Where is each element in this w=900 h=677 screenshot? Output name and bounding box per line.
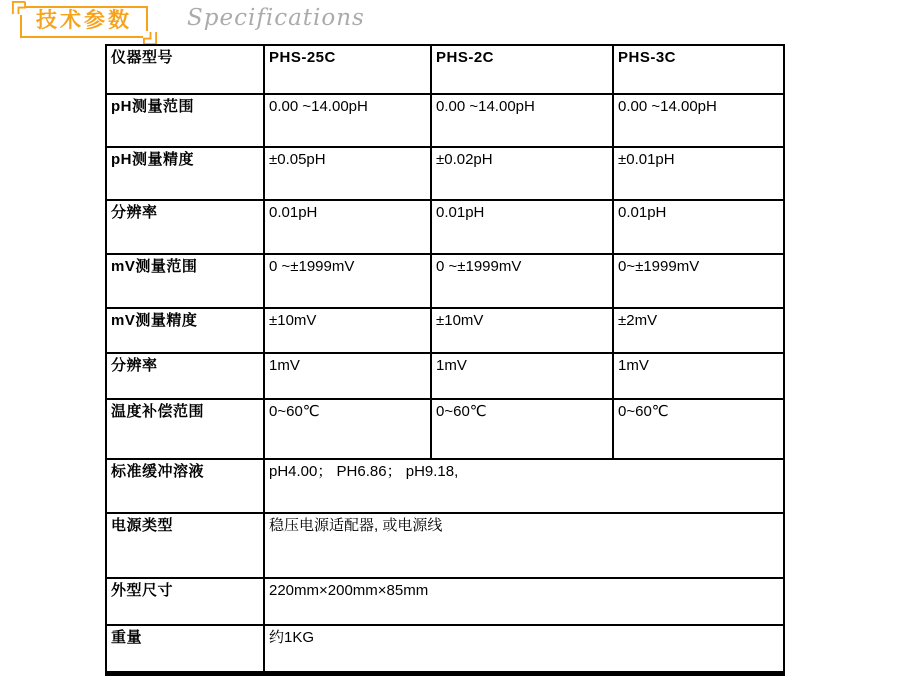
- spec-value: 0~60℃: [613, 399, 784, 459]
- spec-value: 0 ~±1999mV: [431, 254, 613, 308]
- spec-table: [105, 44, 785, 676]
- spec-value: ±10mV: [264, 308, 431, 353]
- table-row-weight: [106, 625, 784, 673]
- section-title-cn: 技术参数: [36, 9, 132, 32]
- spec-value: 0.01pH: [613, 200, 784, 254]
- spec-label: mV测量精度: [106, 308, 264, 353]
- table-row-temp-compensation: [106, 399, 784, 459]
- section-header: [0, 0, 900, 44]
- spec-value: ±0.05pH: [264, 147, 431, 200]
- spec-value: ±2mV: [613, 308, 784, 353]
- spec-label: 分辨率: [106, 353, 264, 399]
- spec-value: ±10mV: [431, 308, 613, 353]
- spec-value: 0.01pH: [431, 200, 613, 254]
- table-row-ph-accuracy: [106, 147, 784, 200]
- spec-value: 0~60℃: [264, 399, 431, 459]
- spec-value: 0 ~±1999mV: [264, 254, 431, 308]
- spec-value: 0.00 ~14.00pH: [431, 94, 613, 147]
- spec-label: mV测量范围: [106, 254, 264, 308]
- spec-value: 1mV: [613, 353, 784, 399]
- table-row-mv-range: [106, 254, 784, 308]
- spec-value: 220mm×200mm×85mm: [264, 578, 784, 625]
- spec-label: 标准缓冲溶液: [106, 459, 264, 513]
- spec-label: 外型尺寸: [106, 578, 264, 625]
- spec-label: pH测量范围: [106, 94, 264, 147]
- spec-value: 1mV: [431, 353, 613, 399]
- spec-value: ±0.02pH: [431, 147, 613, 200]
- section-title-en: Specifications: [187, 5, 365, 31]
- table-row-ph-range: [106, 94, 784, 147]
- spec-value: 0~±1999mV: [613, 254, 784, 308]
- table-row-power-type: [106, 513, 784, 578]
- spec-value: 1mV: [264, 353, 431, 399]
- spec-label: 分辨率: [106, 200, 264, 254]
- spec-value: 0.00 ~14.00pH: [264, 94, 431, 147]
- spec-value: 约1KG: [264, 625, 784, 673]
- table-row-mv-accuracy: [106, 308, 784, 353]
- spec-label: pH测量精度: [106, 147, 264, 200]
- table-row-dimensions: [106, 578, 784, 625]
- spec-label: 温度补偿范围: [106, 399, 264, 459]
- spec-value: ±0.01pH: [613, 147, 784, 200]
- spec-value: 0.00 ~14.00pH: [613, 94, 784, 147]
- spec-value: pH4.00； PH6.86； pH9.18,: [264, 459, 784, 513]
- column-header-label: 仪器型号: [106, 45, 264, 94]
- spec-value: 稳压电源适配器, 或电源线: [264, 513, 784, 578]
- spec-label: 重量: [106, 625, 264, 673]
- table-row-ph-resolution: [106, 200, 784, 254]
- spec-value: 0~60℃: [431, 399, 613, 459]
- fret-ornament-top-left-icon: [11, 0, 26, 15]
- spec-label: 电源类型: [106, 513, 264, 578]
- table-row-model: [106, 45, 784, 94]
- title-badge: [20, 6, 148, 38]
- column-header-phs-25c: PHS-25C: [264, 45, 431, 94]
- spec-value: 0.01pH: [264, 200, 431, 254]
- column-header-phs-2c: PHS-2C: [431, 45, 613, 94]
- table-row-buffer-solution: [106, 459, 784, 513]
- table-row-mv-resolution: [106, 353, 784, 399]
- column-header-phs-3c: PHS-3C: [613, 45, 784, 94]
